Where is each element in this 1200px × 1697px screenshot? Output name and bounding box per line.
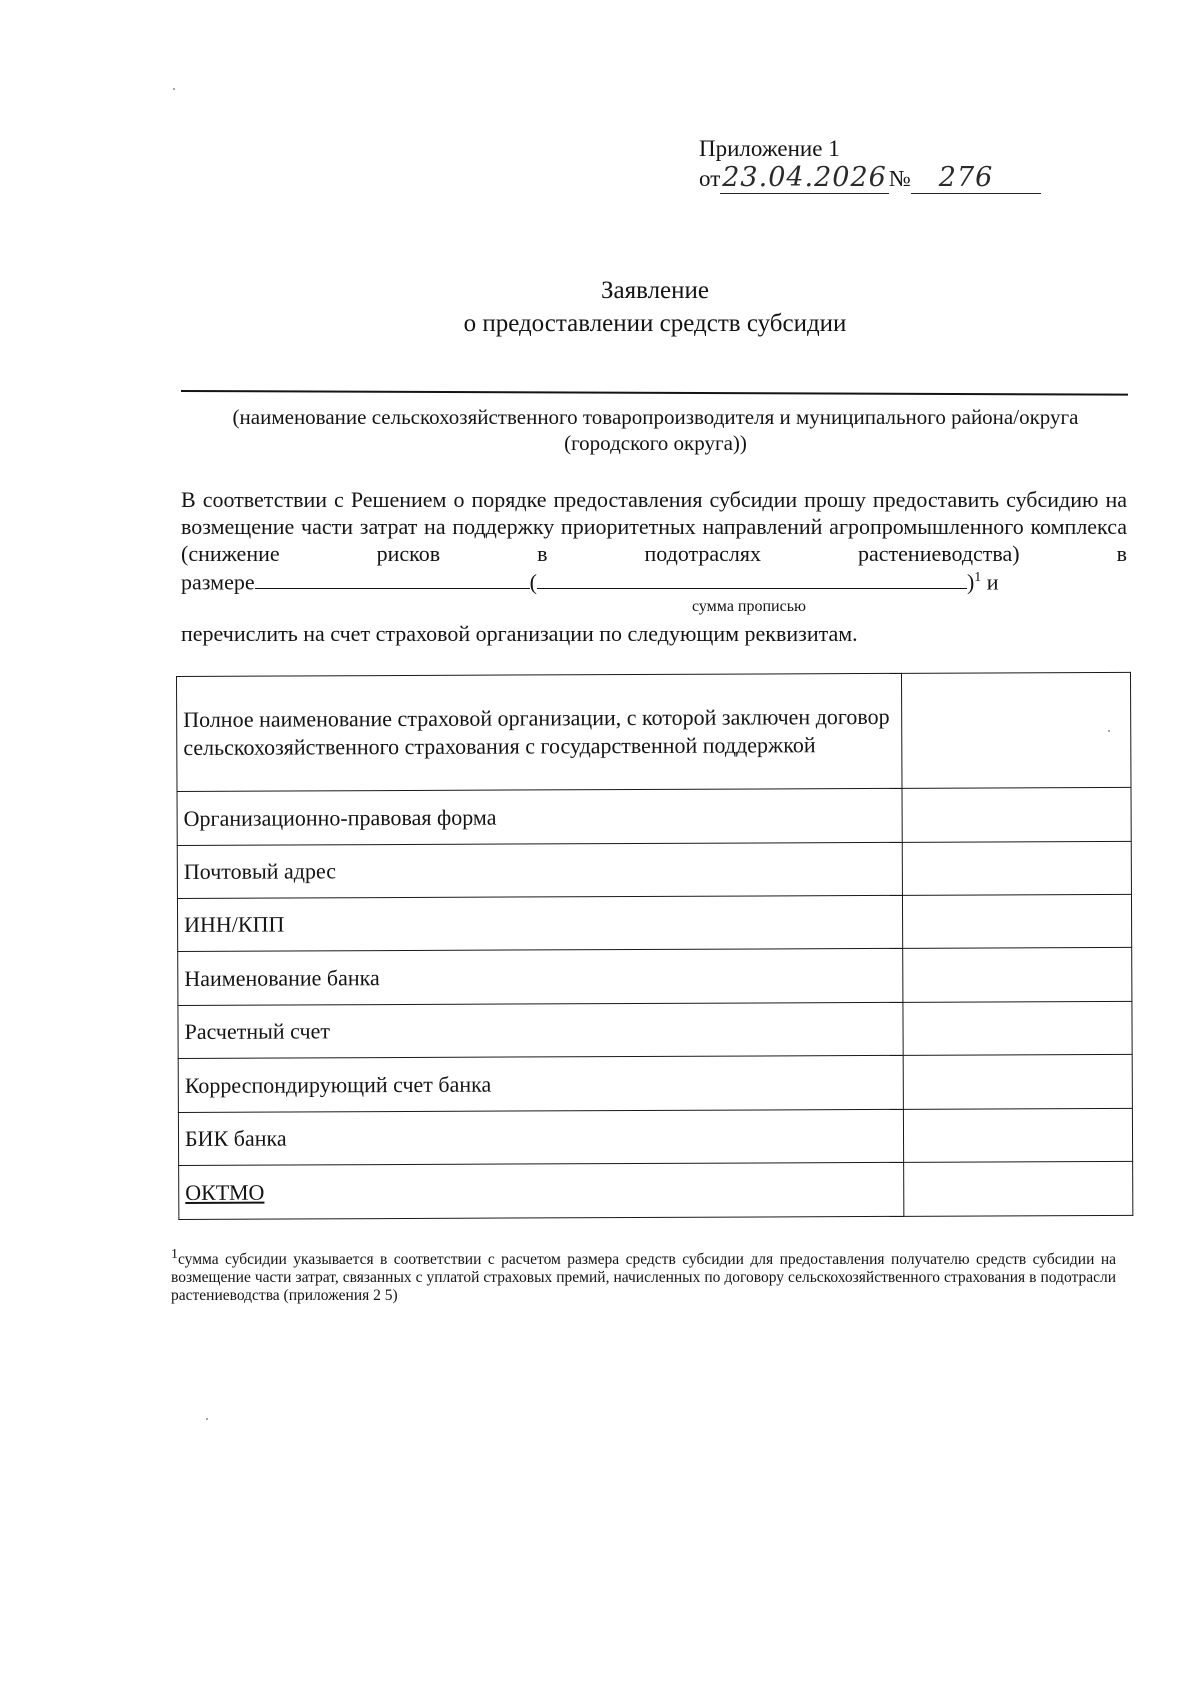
appendix-label: Приложение 1 <box>699 136 840 161</box>
row-label <box>179 1162 904 1219</box>
number-prefix: № <box>888 166 911 191</box>
applicant-name-line <box>181 390 1128 396</box>
applicant-name-caption: (наименование сельскохозяйственного товаропроизводителя и муниципального района/округа (городского округа)) <box>232 405 1079 455</box>
table-row <box>178 947 1132 1005</box>
row-label: Организационно-правовая форма <box>177 788 902 845</box>
row-label: Наименование банка <box>178 948 903 1005</box>
table-row <box>177 894 1131 951</box>
table-row <box>178 1108 1132 1165</box>
appendix-date-line <box>699 163 1041 194</box>
table-row <box>178 1054 1132 1112</box>
row-label: БИК банка <box>178 1109 903 1165</box>
amount-digits-blank <box>255 568 530 589</box>
row-value <box>903 947 1132 1002</box>
scan-speck <box>1108 730 1110 732</box>
requisites-table <box>176 672 1133 1220</box>
row-value <box>904 1108 1133 1162</box>
sum-in-words-caption: сумма прописью <box>692 598 806 615</box>
footnote-text: сумма субсидии указывается в соответствии с расчетом размера средств субсидии для предоставления получателю средств субсидии на возмещение части затрат, связанных с уплатой страховых премий, начисленных по договору сельскохозяйственного страхования в подотрасли растениеводства (приложения 2 5) <box>171 1251 1116 1305</box>
row-label: Почтовый адрес <box>177 842 902 898</box>
size-label: размере <box>181 569 255 595</box>
scan-speck <box>173 88 175 90</box>
footnote-number: 1 <box>171 1247 178 1262</box>
and-word: и <box>981 569 999 595</box>
request-paragraph: В соответствии с Решением о порядке предоставления субсидии прошу предоставить субсидию на возмещение части затрат на поддержку приоритетных направлений агропромышленного комплекса (снижение рисков в подотраслях растениеводства) в <box>181 487 1127 566</box>
amount-words-blank <box>537 568 967 589</box>
row-value <box>902 841 1131 895</box>
document-title: Заявление <box>600 277 710 304</box>
scan-speck <box>206 1418 208 1420</box>
table-row <box>177 787 1131 845</box>
amount-line <box>181 564 999 595</box>
row-value <box>902 787 1131 842</box>
handwritten-date: 23.04.2026 <box>722 162 887 193</box>
row-label: ИНН/КПП <box>177 895 902 951</box>
table-row <box>177 672 1131 791</box>
row-value <box>903 1001 1132 1055</box>
row-value <box>903 1054 1132 1109</box>
table-row <box>179 1161 1133 1219</box>
date-prefix: от <box>699 166 721 191</box>
row-label: Корреспондирующий счет банка <box>178 1055 903 1112</box>
row-value <box>903 894 1132 948</box>
row-label: Полное наименование страховой организации, с которой заключен договор сельскохозяйственного страхования с государственной поддержкой <box>177 673 903 791</box>
footnote-mark: 1 <box>974 570 982 585</box>
table-row <box>177 841 1131 898</box>
open-paren: ( <box>529 569 537 595</box>
document-subtitle: о предоставлении средств субсидии <box>463 310 847 337</box>
handwritten-number: 276 <box>911 163 1041 194</box>
table-row <box>178 1001 1132 1058</box>
row-value <box>902 672 1131 788</box>
oktmo-label: ОКТМО <box>185 1179 265 1205</box>
close-paren: ) <box>966 569 975 595</box>
transfer-paragraph: перечислить на счет страховой организации по следующим реквизитам. <box>181 621 858 646</box>
row-label: Расчетный счет <box>178 1002 903 1058</box>
footnote <box>171 1246 1116 1305</box>
row-value <box>904 1161 1133 1216</box>
